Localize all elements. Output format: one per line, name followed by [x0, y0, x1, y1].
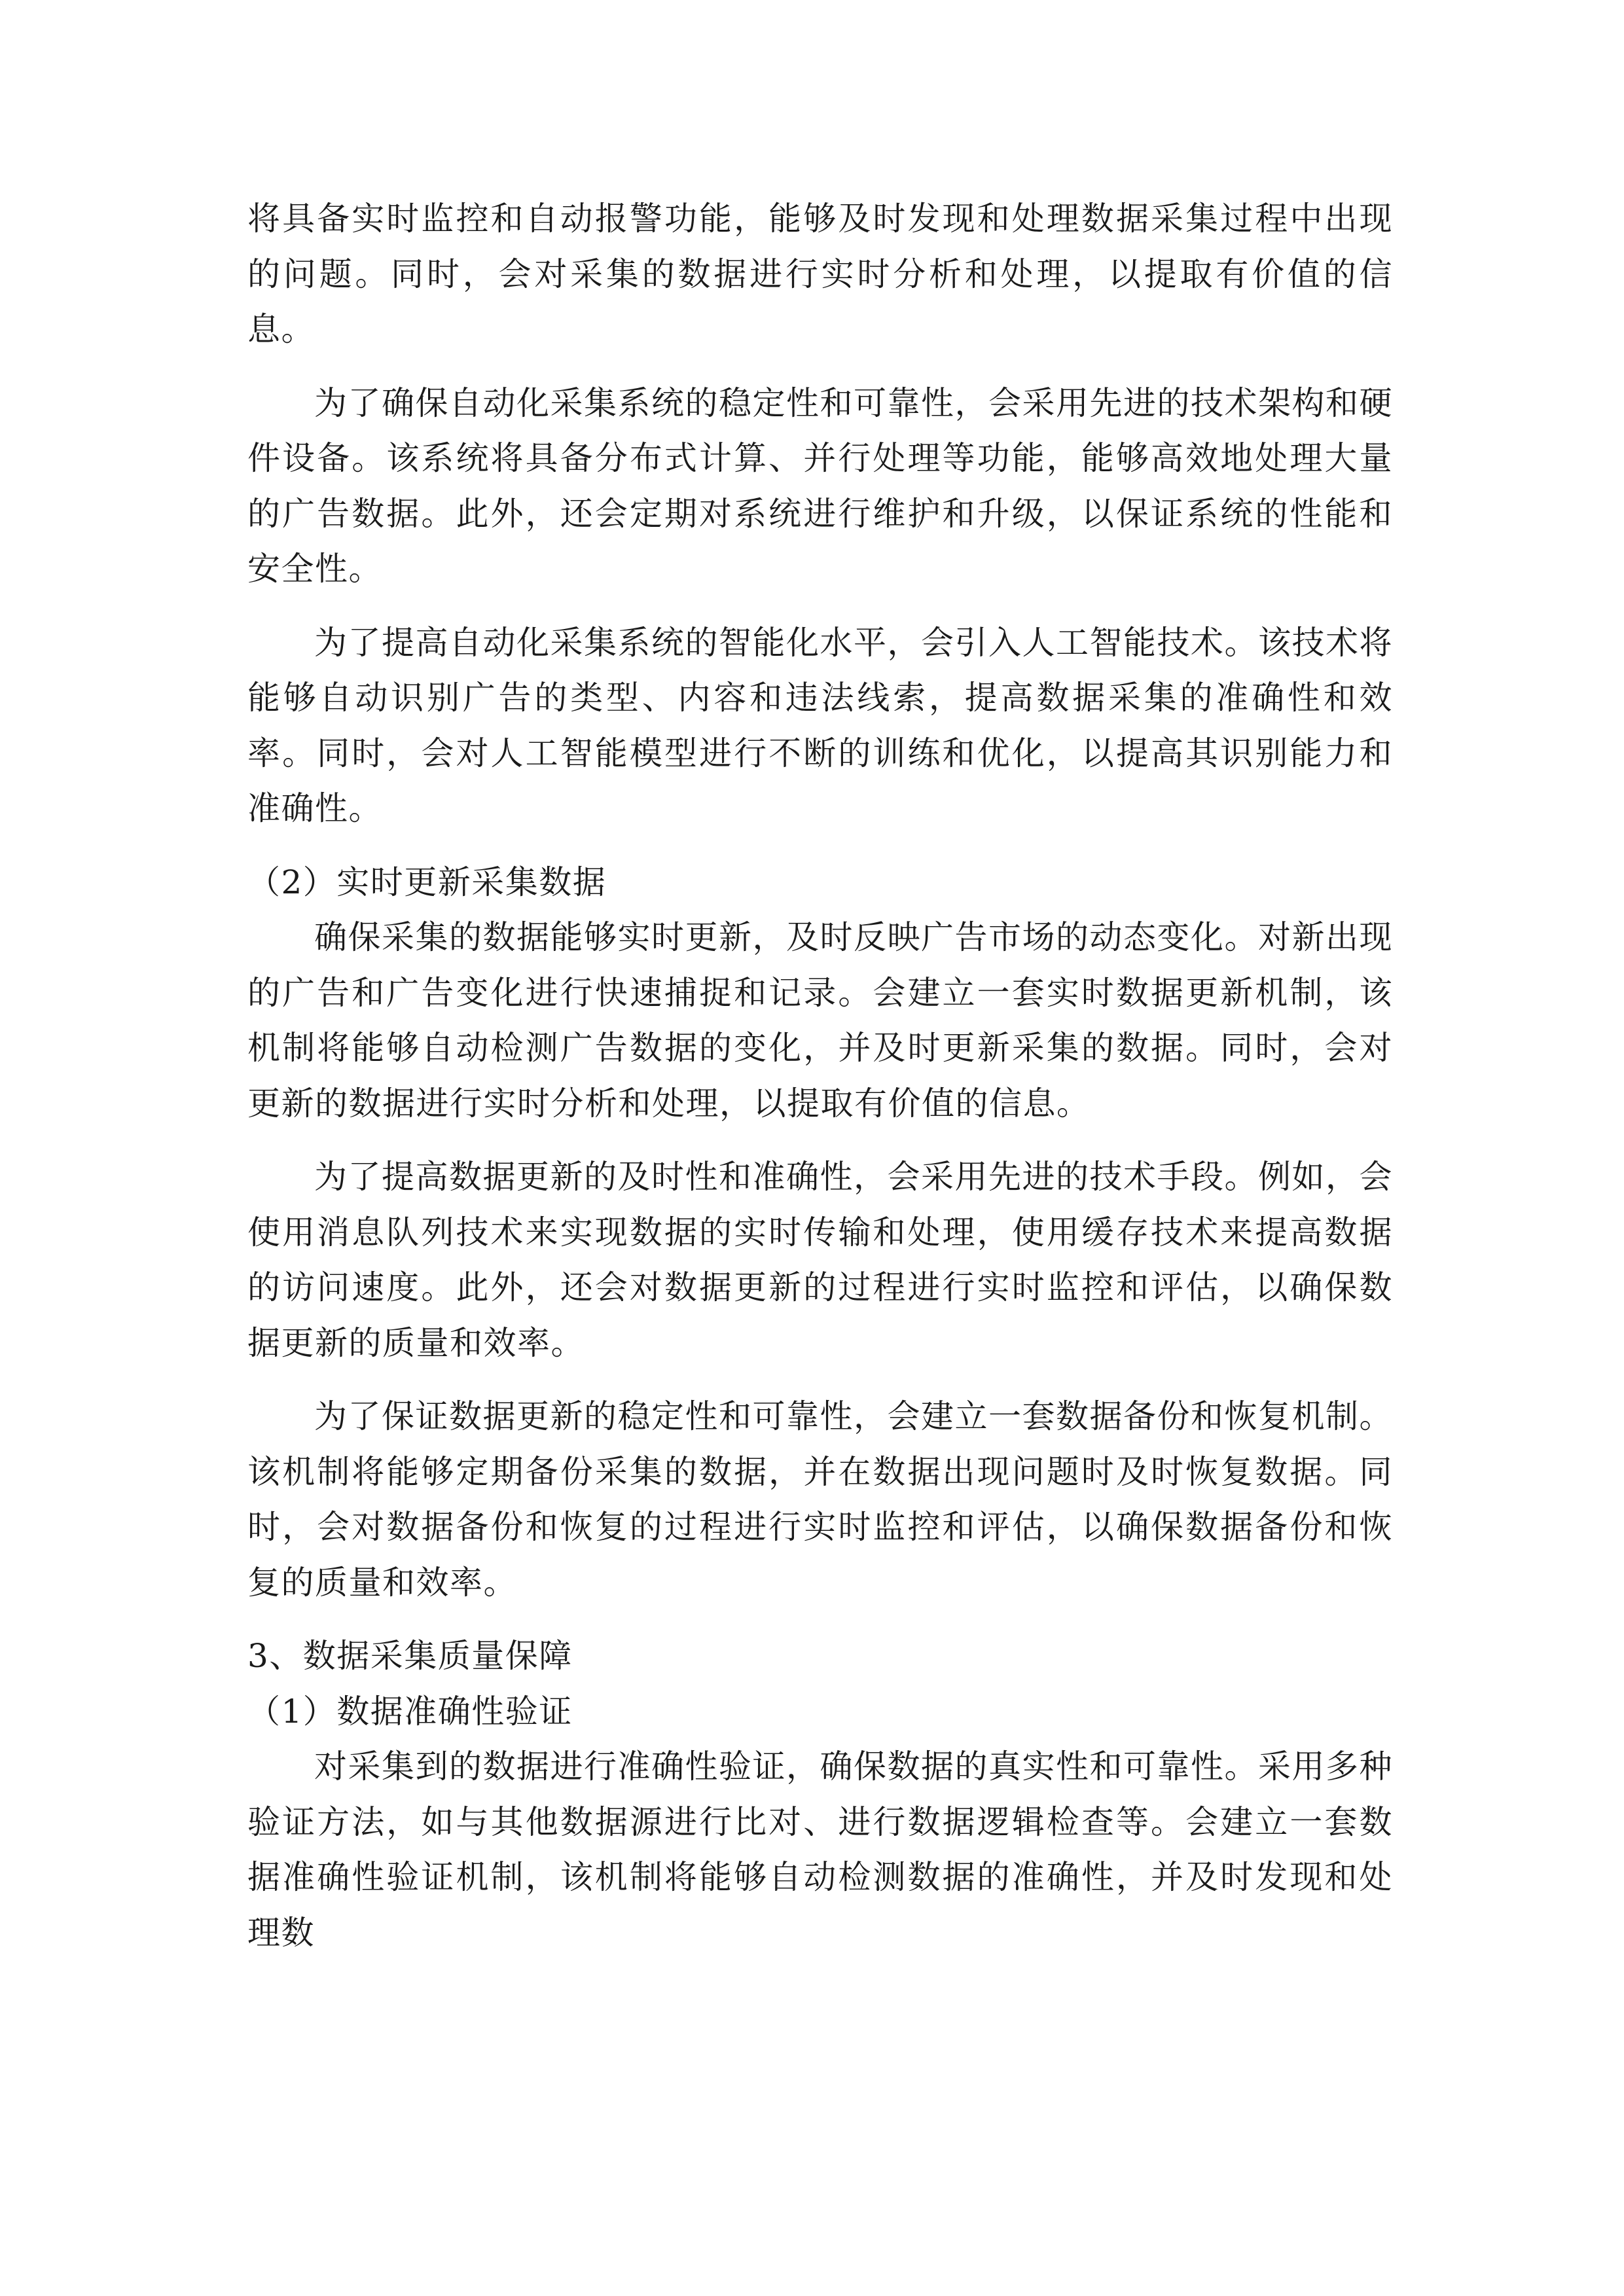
subheading-realtime-update: （2）实时更新采集数据	[247, 863, 607, 901]
subheading-accuracy-verification: （1）数据准确性验证	[247, 1692, 573, 1731]
paragraph-update-timeliness: 为了提高数据更新的及时性和准确性，会采用先进的技术手段。例如，会使用消息队列技术来实现数据的实时传输和处理，使用缓存技术来提高数据的访问速度。此外，还会对数据更新的过程进行实时监控和评估，以确保数据更新的质量和效率。	[247, 1158, 1393, 1362]
paragraph-system-stability: 为了确保自动化采集系统的稳定性和可靠性，会采用先进的技术架构和硬件设备。该系统将具备分布式计算、并行处理等功能，能够高效地处理大量的广告数据。此外，还会定期对系统进行维护和升级，以保证系统的性能和安全性。	[247, 384, 1393, 588]
section-heading-quality-assurance: 3、数据采集质量保障	[247, 1637, 573, 1675]
paragraph-ai-intelligence: 为了提高自动化采集系统的智能化水平，会引入人工智能技术。该技术将能够自动识别广告的类型、内容和违法线索，提高数据采集的准确性和效率。同时，会对人工智能模型进行不断的训练和优化，以提高其识别能力和准确性。	[247, 623, 1393, 827]
document-body	[247, 191, 1393, 1960]
paragraph-realtime-monitoring: 将具备实时监控和自动报警功能，能够及时发现和处理数据采集过程中出现的问题。同时，会对采集的数据进行实时分析和处理，以提取有价值的信息。	[247, 200, 1393, 348]
paragraph-realtime-update: 确保采集的数据能够实时更新，及时反映广告市场的动态变化。对新出现的广告和广告变化进行快速捕捉和记录。会建立一套实时数据更新机制，该机制将能够自动检测广告数据的变化，并及时更新采集的数据。同时，会对更新的数据进行实时分析和处理，以提取有价值的信息。	[247, 918, 1393, 1122]
paragraph-backup-recovery: 为了保证数据更新的稳定性和可靠性，会建立一套数据备份和恢复机制。该机制将能够定期备份采集的数据，并在数据出现问题时及时恢复数据。同时，会对数据备份和恢复的过程进行实时监控和评估，以确保数据备份和恢复的质量和效率。	[247, 1397, 1393, 1602]
paragraph-accuracy-verification: 对采集到的数据进行准确性验证，确保数据的真实性和可靠性。采用多种验证方法，如与其他数据源进行比对、进行数据逻辑检查等。会建立一套数据准确性验证机制，该机制将能够自动检测数据的准确性，并及时发现和处理数	[247, 1748, 1393, 1952]
